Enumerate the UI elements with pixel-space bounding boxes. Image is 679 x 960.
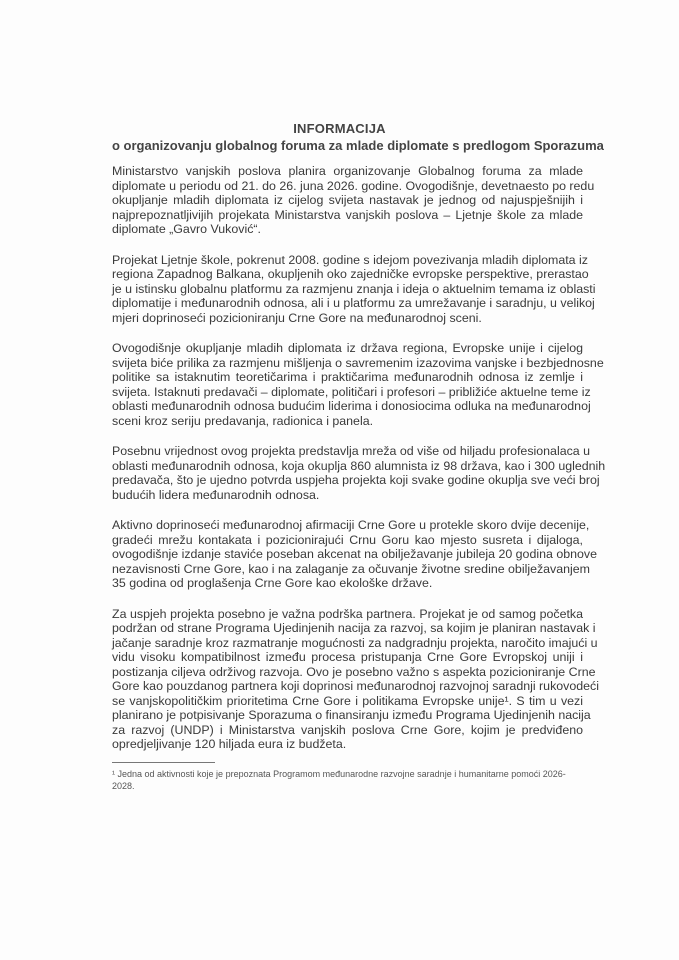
paragraph-line: Za uspjeh projekta posebno je važna podrška partnera. Projekat je od samog početka [112, 606, 583, 621]
paragraph [112, 444, 606, 502]
paragraph [112, 341, 604, 428]
paragraph-line: diplomate „Gavro Vuković“. [112, 222, 261, 236]
paragraph-line: mjeri doprinoseći pozicioniranju Crne Gore na međunarodnoj sceni. [112, 310, 482, 325]
paragraph-line: 35 godina od proglašenja Crne Gore kao ekološke države. [112, 576, 433, 590]
paragraph-line: vidu visoku kompatibilnost između procesa pristupanja Crne Gore Evropskoj uniji i [112, 650, 583, 664]
paragraph-line: Gore kao pouzdanog partnera koji doprinosi međunarodnoj razvojnoj saradnji rukovodeći [112, 679, 599, 693]
paragraph-line: planirano je potpisivanje Sporazuma o finansiranju između Programa Ujedinjenih nacija [112, 708, 591, 722]
paragraph-line: se vanjskopolitičkim prioritetima Crne Gore i politikama Evropske unije¹. S tim u vezi [112, 693, 583, 708]
paragraph-line: oblasti međunarodnih odnosa budućim liderima i donosiocima odluka na međunarodnoj [112, 399, 591, 413]
document-subtitle: o organizovanju globalnog foruma za mlade diplomate s predlogom Sporazuma [112, 138, 604, 153]
paragraph-line: regiona Zapadnog Balkana, okupljenih oko zajedničke evropske perspektive, prerastao [112, 267, 589, 281]
paragraph-line: diplomatije i međunarodnih odnosa, ali i u platformu za umrežavanje i saradnju, u velikoj [112, 296, 595, 310]
document-title: INFORMACIJA [293, 121, 386, 136]
paragraph-line: oblasti međunarodnih odnosa, koja okuplja 860 alumnista iz 98 država, kao i 300 uglednih [112, 458, 606, 473]
paragraph-line: Ovogodišnje okupljanje mladih diplomata iz država regiona, Evropske unije i cijelog [112, 341, 583, 355]
paragraph [112, 518, 597, 591]
paragraph-line: za razvoj (UNDP) i Ministarstva vanjskih poslova Crne Gore, kojim je predviđeno [112, 722, 583, 737]
footnote-divider [112, 762, 215, 763]
footnote [112, 768, 583, 792]
paragraph-line: podržan od strane Programa Ujedinjenih nacija za razvoj, sa kojim je planiran nastavak i [112, 621, 596, 635]
paragraph-line: sceni kroz seriju predavanja, radionica i panela. [112, 413, 374, 428]
paragraph-line: svijeta. Istaknuti predavači – diplomate, političari i profesori – približiće aktuelne teme iz [112, 384, 591, 399]
paragraph-line: gradeći mrežu kontakata i pozicionirajući Crnu Goru kao mjesto susreta i dijaloga, [112, 532, 583, 547]
paragraph-line: predavača, što je ujedno potvrda uspjeha projekta koji svake godine okuplja sve veći broj [112, 473, 600, 487]
paragraph-line: Ministarstvo vanjskih poslova planira organizovanje Globalnog foruma za mlade [112, 164, 583, 178]
paragraph-line: politike sa istaknutim teoretičarima i praktičarima međunarodnih odnosa iz zemlje i [112, 370, 583, 384]
paragraph [112, 606, 599, 752]
paragraph-line: nezavisnosti Crne Gore, kao i na zalaganje za očuvanje životne sredine obilježavanjem [112, 561, 591, 576]
footnote-line: 2028. [112, 781, 135, 791]
paragraph-line: postizanja ciljeva održivog razvoja. Ovo je posebno važno s aspekta pozicioniranje Crne [112, 664, 596, 679]
paragraph [112, 164, 595, 237]
paragraph-line: opredjeljivanje 120 hiljada eura iz budžeta. [112, 737, 347, 751]
paragraph-line: diplomate u periodu od 21. do 26. juna 2026. godine. Ovogodišnje, devetnaesto po redu [112, 178, 595, 193]
document-body [112, 164, 606, 768]
paragraph-line: Posebnu vrijednost ovog projekta predstavlja mreža od više od hiljadu profesionalaca u [112, 444, 591, 458]
paragraph-line: svijeta biće prilika za razmjenu mišljenja o savremenim izazovima vanjske i bezbjednosne [112, 355, 604, 370]
paragraph-line: je u istinsku globalnu platformu za razmjenu znanja i ideja o aktuelnim temama iz oblasti [112, 281, 596, 296]
paragraph-line: najprepoznatljivijih projekata Ministarstva vanjskih poslova – Ljetnje škole za mlade [112, 207, 583, 222]
paragraph-line: budućih lidera međunarodnih odnosa. [112, 487, 320, 502]
paragraph-line: Projekat Ljetnje škole, pokrenut 2008. godine s idejom povezivanja mladih diplomata iz [112, 252, 588, 267]
paragraph [112, 252, 596, 326]
paragraph-line: Aktivno doprinoseći međunarodnoj afirmaciji Crne Gore u protekle skoro dvije decenije, [112, 518, 590, 532]
footnote-line: ¹ Jedna od aktivnosti koje je prepoznata Programom međunarodne razvojne saradnje i humanitarne pomoći 2026- [112, 769, 566, 779]
paragraph-line: okupljanje mladih diplomata iz cijelog svijeta nastavak je jednog od najuspješnijih i [112, 193, 583, 207]
paragraph-line: jačanje saradnje kroz razmatranje mogućnosti za nadgradnju projekta, naročito imajući u [112, 635, 598, 650]
paragraph-line: ovogodišnje izdanje staviće poseban akcenat na obilježavanje jubileja 20 godina obnove [112, 547, 597, 561]
